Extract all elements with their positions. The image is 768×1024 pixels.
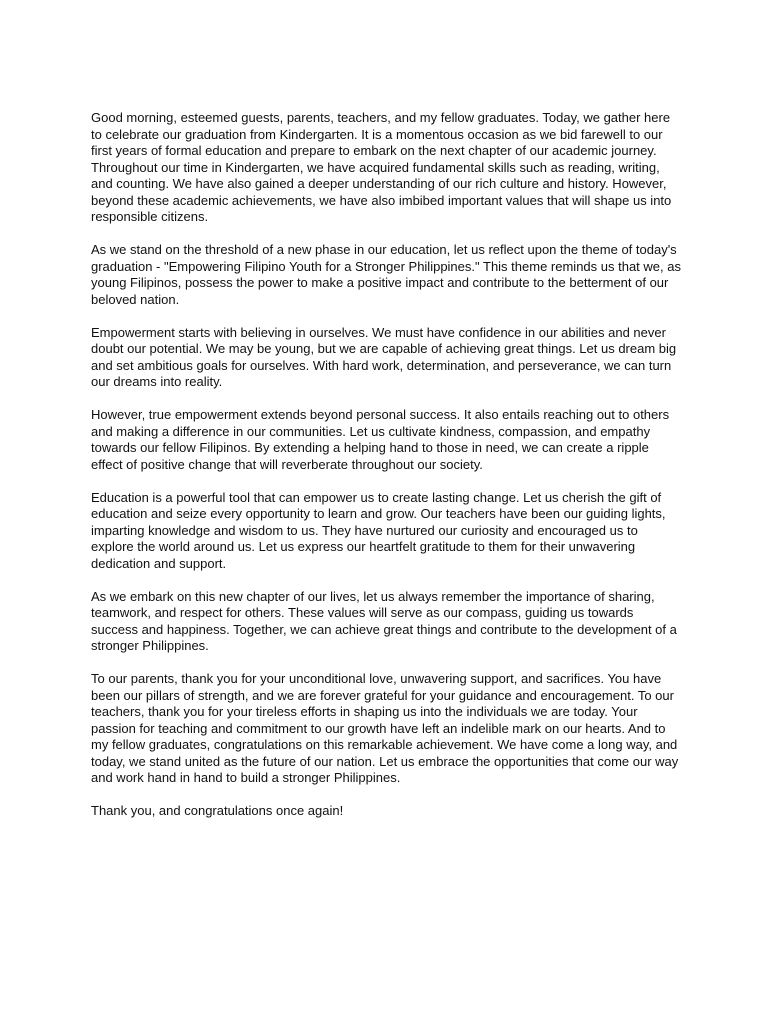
paragraph-community: However, true empowerment extends beyond personal success. It also entails reaching out to others and making a difference in our communities. Let us cultivate kindness, compassion, and empathy towards our fellow Filipinos. By extending a helping hand to those in need, we can create a ripple effect of positive change that will reverberate throughout our society.	[91, 407, 670, 472]
paragraph-believing: Empowerment starts with believing in ourselves. We must have confidence in our abilities and never doubt our potential. We may be young, but we are capable of achieving great things. Let us dream big and set ambitious goals for ourselves. With hard work, determination, and perseverance, we can turn our dreams into reality.	[91, 324, 677, 389]
paragraph-gratitude: To our parents, thank you for your unconditional love, unwavering support, and sacrifices. You have been our pillars of strength, and we are forever grateful for your guidance and encouragement. To our teachers, thank you for your tireless efforts in shaping us into the individuals we are today. Your passion for teaching and commitment to our growth have left an indelible mark on our hearts. And to my fellow graduates, congratulations on this remarkable achievement. We have come a long way, and today, we stand united as the future of our nation. Let us embrace the opportunities that come our way and work hand in hand to build a stronger Philippines.	[91, 671, 679, 785]
paragraph-values: As we embark on this new chapter of our lives, let us always remember the importance of sharing, teamwork, and respect for others. These values will serve as our compass, guiding us towards success and happiness. Together, we can achieve great things and contribute to the development of a stronger Philippines.	[91, 588, 677, 653]
paragraph-greeting: Good morning, esteemed guests, parents, teachers, and my fellow graduates. Today, we gather here to celebrate our graduation from Kindergarten. It is a momentous occasion as we bid farewell to our first years of formal education and prepare to embark on the next chapter of our academic journey. Throughout our time in Kindergarten, we have acquired fundamental skills such as reading, writing, and counting. We have also gained a deeper understanding of our rich culture and history. However, beyond these academic achievements, we have also imbibed important values that will shape us into responsible citizens.	[91, 110, 672, 224]
paragraph-theme: As we stand on the threshold of a new phase in our education, let us reflect upon the theme of today's graduation - "Empowering Filipino Youth for a Stronger Philippines." This theme reminds us that we, as young Filipinos, possess the power to make a positive impact and contribute to the betterment of our beloved nation.	[91, 242, 681, 307]
paragraph-closing: Thank you, and congratulations once again!	[91, 803, 344, 818]
paragraph-education: Education is a powerful tool that can empower us to create lasting change. Let us cherish the gift of education and seize every opportunity to learn and grow. Our teachers have been our guiding lights, imparting knowledge and wisdom to us. They have nurtured our curiosity and encouraged us to explore the world around us. Let us express our heartfelt gratitude to them for their unwavering dedication and support.	[91, 489, 666, 571]
speech-body	[91, 110, 681, 836]
